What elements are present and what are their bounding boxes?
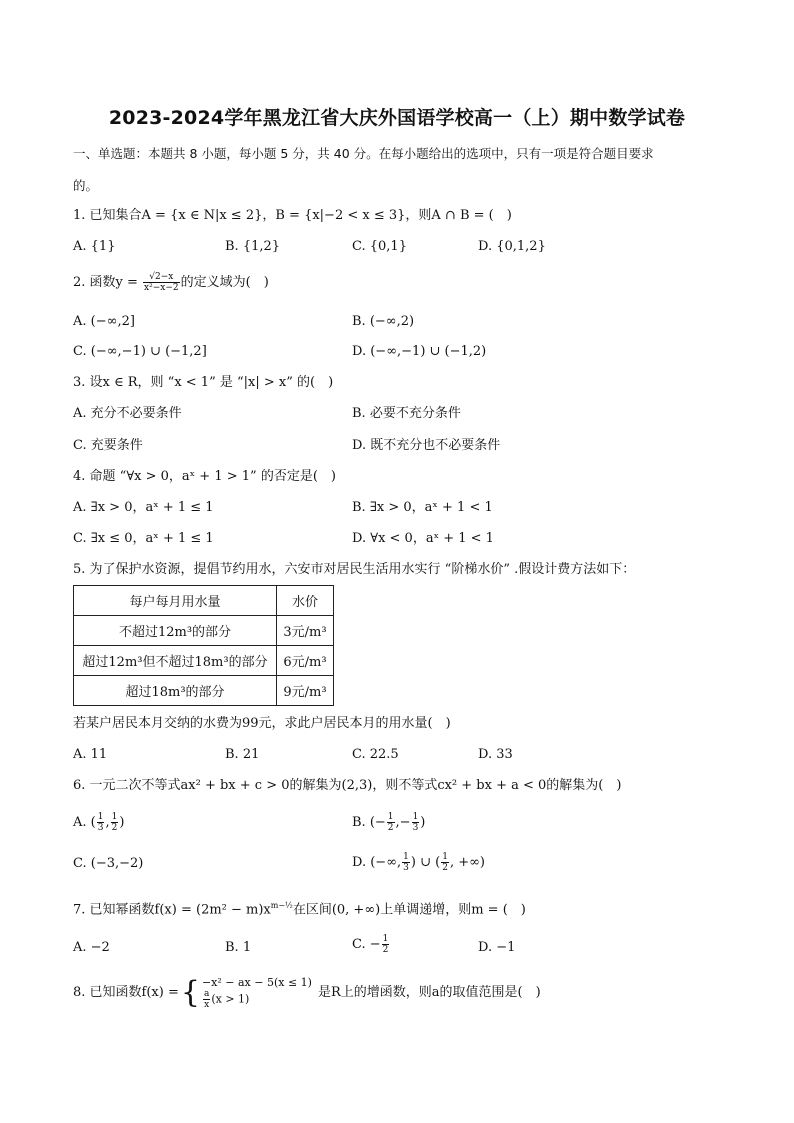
fraction-numerator: 1: [382, 934, 389, 944]
question-7-suffix: 在区间(0, +∞)上单调递增，则m = ( ): [292, 902, 526, 918]
table-header-row: [74, 586, 334, 616]
question-3-option-b: B. 必要不充分条件: [352, 406, 461, 421]
fraction-numerator: 1: [412, 812, 419, 822]
fraction: [441, 852, 449, 873]
question-2-option-b: B. (−∞,2): [352, 314, 415, 329]
question-4-option-b: B. ∃x > 0，aˣ + 1 < 1: [352, 500, 493, 515]
fraction-denominator: 3: [412, 823, 419, 833]
fraction: [97, 812, 105, 833]
option-d-label: D. (−∞,: [352, 855, 402, 870]
table-cell-usage: 超过18m³的部分: [74, 676, 277, 706]
table-cell-usage: 超过12m³但不超过18m³的部分: [74, 646, 277, 676]
piecewise-case-2: [202, 989, 312, 1010]
question-4-option-d: D. ∀x < 0，aˣ + 1 < 1: [352, 531, 494, 546]
question-1-option-d: D. {0,1,2}: [478, 239, 546, 254]
question-2-option-a: A. (−∞,2]: [73, 314, 135, 329]
fraction: [387, 812, 395, 833]
question-2-option-c: C. (−∞,−1) ∪ (−1,2]: [73, 344, 207, 359]
table-header-price: 水价: [277, 586, 334, 616]
option-a-label: A. (: [73, 815, 96, 830]
table-cell-price: 6元/m³: [277, 646, 334, 676]
question-2-fraction-numerator: √2−x: [143, 272, 180, 283]
table-cell-usage: 不超过12m³的部分: [74, 616, 277, 646]
section-instructions-line1: 一、单选题：本题共 8 小题，每小题 5 分，共 40 分。在每小题给出的选项中，只有一项是符合题目要求: [73, 146, 654, 161]
question-5-option-c: C. 22.5: [352, 747, 399, 762]
fraction-numerator: 1: [442, 852, 448, 862]
question-5-stem: 5. 为了保护水资源，提倡节约用水，六安市对居民生活用水实行 “阶梯水价” .假设计费方法如下：: [73, 562, 636, 577]
fraction-numerator: a: [203, 989, 210, 999]
fraction-numerator: 1: [403, 852, 409, 862]
question-8-stem: [73, 976, 541, 1010]
fraction-denominator: 2: [382, 945, 389, 955]
option-d-union: ) ∪ (: [410, 855, 441, 870]
exam-title: 2023-2024学年黑龙江省大庆外国语学校高一（上）期中数学试卷: [108, 107, 686, 129]
table-cell-price: 3元/m³: [277, 616, 334, 646]
water-price-table: [73, 585, 334, 706]
question-5-option-b: B. 21: [225, 747, 260, 762]
question-4-stem: 4. 命题 “∀x > 0，aˣ + 1 > 1” 的否定是( ): [73, 469, 336, 484]
table-row: [74, 676, 334, 706]
question-7-exponent: m−½: [270, 901, 293, 910]
option-c-label: C. −: [352, 937, 381, 952]
question-6-option-d: [352, 852, 485, 873]
question-2-fraction: [143, 272, 180, 293]
question-7-option-a: A. −2: [73, 940, 110, 955]
question-6-stem: 6. 一元二次不等式ax² + bx + c > 0的解集为(2,3)，则不等式cx² + bx + a < 0的解集为( ): [73, 778, 622, 793]
question-3-option-a: A. 充分不必要条件: [73, 406, 182, 421]
question-6-option-c: C. (−3,−2): [73, 856, 144, 871]
fraction-denominator: 2: [111, 823, 118, 833]
question-1-stem: 1. 已知集合A = {x ∈ N|x ≤ 2}，B = {x|−2 < x ≤ 3}，则A ∩ B = ( ): [73, 208, 512, 223]
fraction-denominator: 2: [387, 823, 394, 833]
question-2-option-d: D. (−∞,−1) ∪ (−1,2): [352, 344, 487, 359]
section-instructions-line2: 的。: [73, 178, 99, 193]
question-1-option-c: C. {0,1}: [352, 239, 407, 254]
fraction-numerator: 1: [111, 812, 118, 822]
fraction: [402, 852, 410, 873]
question-8-suffix: 是R上的增函数，则a的取值范围是( ): [317, 985, 541, 1000]
question-7-option-b: B. 1: [225, 940, 252, 955]
question-2-prefix: 2. 函数y =: [73, 275, 138, 290]
piecewise-case-1: −x² − ax − 5(x ≤ 1): [201, 976, 312, 989]
fraction-denominator: 3: [97, 823, 104, 833]
question-5-followup: 若某户居民本月交纳的水费为99元，求此户居民本月的用水量( ): [73, 716, 451, 731]
piecewise-case-2-condition: (x > 1): [211, 992, 250, 1006]
fraction-numerator: 1: [387, 812, 394, 822]
fraction-denominator: x: [204, 1000, 210, 1010]
piecewise-brace: {: [180, 975, 200, 1010]
question-3-option-d: D. 既不充分也不必要条件: [352, 438, 501, 453]
question-6-option-b: B. (− $\frac{1}{2}$ ,− $\frac{1}{3}$ ): [352, 812, 426, 833]
question-7-stem: [73, 897, 526, 919]
fraction: [111, 812, 119, 833]
question-2-stem: [73, 272, 269, 293]
question-4-option-c: C. ∃x ≤ 0，aˣ + 1 ≤ 1: [73, 531, 214, 546]
table-header-usage: 每户每月用水量: [74, 586, 277, 616]
question-3-option-c: C. 充要条件: [73, 438, 143, 453]
question-2-suffix: 的定义域为( ): [180, 275, 269, 290]
question-5-option-a: A. 11: [73, 747, 108, 762]
question-7-function: f(x) = (2m² − m)x: [154, 902, 271, 918]
question-1-option-b: B. {1,2}: [225, 239, 281, 254]
question-6-option-a: A. ( $\frac{1}{3}$ , $\frac{1}{2}$ ): [73, 812, 125, 833]
question-3-stem: 3. 设x ∈ R，则 “x < 1” 是 “|x| > x” 的( ): [73, 375, 334, 390]
table-cell-price: 9元/m³: [277, 676, 334, 706]
table-row: [74, 616, 334, 646]
fraction-numerator: 1: [97, 812, 104, 822]
question-5-option-d: D. 33: [478, 747, 513, 762]
piecewise-cases: [202, 976, 312, 1010]
fraction: [412, 812, 420, 833]
table-row: [74, 646, 334, 676]
question-1-option-a: A. {1}: [73, 239, 116, 254]
question-7-option-d: D. −1: [478, 940, 516, 955]
fraction: [203, 989, 210, 1010]
option-d-end: , +∞): [449, 855, 485, 870]
fraction-denominator: 3: [403, 863, 409, 873]
question-4-option-a: A. ∃x > 0，aˣ + 1 ≤ 1: [73, 500, 214, 515]
question-2-fraction-denominator: x²−x−2: [144, 283, 179, 293]
fraction-denominator: 2: [442, 863, 448, 873]
question-7-option-c: [352, 934, 390, 955]
question-8-prefix: 8. 已知函数f(x) =: [73, 985, 179, 1000]
option-b-label: B. (−: [352, 815, 386, 830]
question-7-prefix: 7. 已知幂函数: [73, 902, 155, 918]
fraction: [382, 934, 390, 955]
